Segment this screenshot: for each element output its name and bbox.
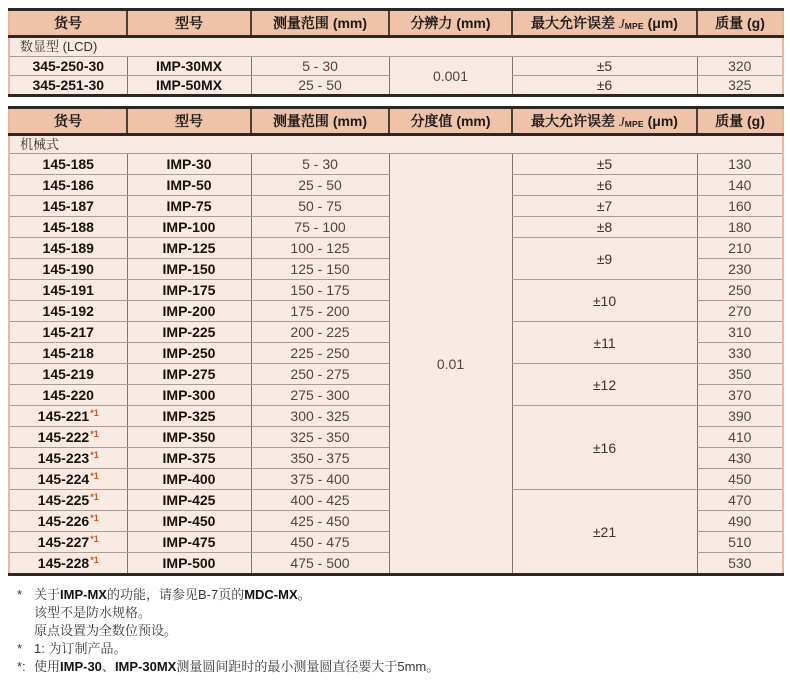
- range-cell: 150 - 175: [251, 280, 389, 301]
- digital-header-row: [9, 10, 783, 37]
- footnote-text: [34, 586, 311, 604]
- mass-cell: 130: [697, 154, 783, 175]
- mechanical-spec-table: [8, 106, 784, 576]
- footnote-segment: 、: [101, 659, 115, 674]
- model-cell: IMP-75: [127, 196, 251, 217]
- range-cell: 350 - 375: [251, 448, 389, 469]
- range-cell: 225 - 250: [251, 343, 389, 364]
- mass-cell: 470: [697, 490, 783, 511]
- part-number-cell: 145-217: [9, 322, 127, 343]
- part-number-cell: 145-225$^{*1}$: [9, 490, 127, 511]
- mass-cell: 350: [697, 364, 783, 385]
- col-header-part-no: 货号: [9, 10, 127, 37]
- model-cell: IMP-225: [127, 322, 251, 343]
- error-symbol-mpe: MPE: [624, 119, 644, 129]
- footnote-segment: 关于: [34, 587, 61, 602]
- col-header-range: 测量范围 (mm): [251, 10, 389, 37]
- range-cell: 25 - 50: [251, 175, 389, 196]
- mass-cell: 450: [697, 469, 783, 490]
- max-error-cell: ±6: [512, 76, 697, 96]
- max-error-cell: ±7: [512, 196, 697, 217]
- part-number-cell: 145-227$^{*1}$: [9, 532, 127, 553]
- col-header-part-no: 货号: [9, 108, 127, 135]
- mechanical-header-row: [9, 108, 783, 135]
- model-cell: IMP-125: [127, 238, 251, 259]
- footnotes: [8, 586, 782, 676]
- max-error-cell: ±5: [512, 57, 697, 76]
- part-number-cell: 145-187: [9, 196, 127, 217]
- merged-value-cell: 0.001: [389, 57, 512, 96]
- col-header-range: 测量范围 (mm): [251, 108, 389, 135]
- custom-order-superscript: *1: [90, 450, 99, 460]
- mass-cell: 510: [697, 532, 783, 553]
- mechanical-table-body: [9, 135, 783, 575]
- range-cell: 400 - 425: [251, 490, 389, 511]
- col-header-resolution: 分辨力 (mm): [389, 10, 512, 37]
- model-cell: IMP-200: [127, 301, 251, 322]
- range-cell: 450 - 475: [251, 532, 389, 553]
- custom-order-superscript: *1: [90, 429, 99, 439]
- footnote-line: [17, 640, 782, 658]
- model-cell: IMP-150: [127, 259, 251, 280]
- footnote-text: [34, 640, 126, 658]
- max-error-label: 最大允许误差: [531, 15, 619, 31]
- max-error-cell: ±11: [512, 322, 697, 364]
- mass-cell: 320: [697, 57, 783, 76]
- range-cell: 50 - 75: [251, 196, 389, 217]
- range-cell: 75 - 100: [251, 217, 389, 238]
- mass-cell: 330: [697, 343, 783, 364]
- footnote-bold-term: IMP-MX: [60, 587, 107, 602]
- part-number-cell: 345-250-30: [9, 57, 127, 76]
- digital-spec-table: [8, 8, 784, 97]
- footnote-segment: 使用: [34, 659, 61, 674]
- footnote-line: [17, 604, 782, 622]
- model-cell: IMP-450: [127, 511, 251, 532]
- model-cell: IMP-375: [127, 448, 251, 469]
- mass-cell: 490: [697, 511, 783, 532]
- table-row: [9, 154, 783, 175]
- footnote-text: [34, 658, 439, 676]
- footnote-segment: 。: [297, 587, 311, 602]
- error-unit-label: (μm): [643, 113, 678, 129]
- section-row: [9, 135, 783, 154]
- max-error-cell: ±6: [512, 175, 697, 196]
- footnote-segment: 的功能，请参见B-7页的: [106, 587, 245, 602]
- col-header-mass: 质量 (g): [697, 10, 783, 37]
- mass-cell: 210: [697, 238, 783, 259]
- mass-cell: 160: [697, 196, 783, 217]
- merged-value-cell: 0.01: [389, 154, 512, 575]
- model-cell: IMP-175: [127, 280, 251, 301]
- section-label: 机械式: [9, 135, 783, 154]
- footnote-segment: 测量圆间距时的最小测量圆直径要大于5mm。: [176, 659, 440, 674]
- mass-cell: 390: [697, 406, 783, 427]
- part-number-cell: 145-192: [9, 301, 127, 322]
- part-number-cell: 145-220: [9, 385, 127, 406]
- custom-order-superscript: *1: [90, 555, 99, 565]
- error-unit-label: (μm): [643, 15, 678, 31]
- range-cell: 100 - 125: [251, 238, 389, 259]
- max-error-cell: ±9: [512, 238, 697, 280]
- range-cell: 300 - 325: [251, 406, 389, 427]
- footnote-marker: [17, 622, 34, 640]
- mass-cell: 140: [697, 175, 783, 196]
- mass-cell: 310: [697, 322, 783, 343]
- part-number-cell: 145-218: [9, 343, 127, 364]
- col-header-max-error: [512, 108, 697, 135]
- model-cell: IMP-50: [127, 175, 251, 196]
- col-header-graduation: 分度值 (mm): [389, 108, 512, 135]
- footnote-marker: *:: [17, 659, 26, 674]
- part-number-cell: 145-224$^{*1}$: [9, 469, 127, 490]
- footnote-line: [17, 586, 782, 604]
- mass-cell: 270: [697, 301, 783, 322]
- part-number-cell: 145-188: [9, 217, 127, 238]
- section-row: [9, 37, 783, 57]
- model-cell: IMP-100: [127, 217, 251, 238]
- footnote-marker: [17, 604, 34, 622]
- model-cell: IMP-250: [127, 343, 251, 364]
- footnote-segment: 原点设置为全数位预设。: [34, 623, 178, 638]
- part-number-cell: 145-191: [9, 280, 127, 301]
- footnote-marker: *: [17, 587, 23, 602]
- error-symbol-mpe: MPE: [624, 21, 644, 31]
- part-number-cell: 145-186: [9, 175, 127, 196]
- model-cell: IMP-475: [127, 532, 251, 553]
- custom-order-superscript: *1: [90, 471, 99, 481]
- model-cell: IMP-350: [127, 427, 251, 448]
- mass-cell: 530: [697, 553, 783, 575]
- part-number-cell: 145-185: [9, 154, 127, 175]
- model-cell: IMP-275: [127, 364, 251, 385]
- model-cell: IMP-30: [127, 154, 251, 175]
- footnote-segment: 该型不是防水规格。: [34, 605, 152, 620]
- model-cell: IMP-50MX: [127, 76, 251, 96]
- range-cell: 275 - 300: [251, 385, 389, 406]
- error-symbol-j: J: [618, 16, 625, 31]
- range-cell: 175 - 200: [251, 301, 389, 322]
- part-number-cell: 145-221$^{*1}$: [9, 406, 127, 427]
- model-cell: IMP-425: [127, 490, 251, 511]
- max-error-cell: ±5: [512, 154, 697, 175]
- mass-cell: 430: [697, 448, 783, 469]
- col-header-model: 型号: [127, 108, 251, 135]
- part-number-cell: 345-251-30: [9, 76, 127, 96]
- range-cell: 5 - 30: [251, 57, 389, 76]
- part-number-cell: 145-228$^{*1}$: [9, 553, 127, 575]
- model-cell: IMP-300: [127, 385, 251, 406]
- max-error-label: 最大允许误差: [531, 113, 619, 129]
- footnote-line: [17, 658, 782, 676]
- footnote-marker: *: [17, 641, 23, 656]
- part-number-cell: 145-222$^{*1}$: [9, 427, 127, 448]
- range-cell: 125 - 150: [251, 259, 389, 280]
- digital-table-body: [9, 37, 783, 96]
- range-cell: 25 - 50: [251, 76, 389, 96]
- footnote-text: [34, 622, 177, 640]
- col-header-model: 型号: [127, 10, 251, 37]
- range-cell: 200 - 225: [251, 322, 389, 343]
- custom-order-superscript: *1: [90, 534, 99, 544]
- footnote-bold-term: MDC-MX: [244, 587, 298, 602]
- max-error-cell: ±10: [512, 280, 697, 322]
- col-header-max-error: [512, 10, 697, 37]
- range-cell: 425 - 450: [251, 511, 389, 532]
- footnote-segment: 1: 为订制产品。: [34, 641, 127, 656]
- range-cell: 325 - 350: [251, 427, 389, 448]
- footnote-bold-term: IMP-30: [60, 659, 102, 674]
- range-cell: 475 - 500: [251, 553, 389, 575]
- section-label: 数显型 (LCD): [9, 37, 783, 57]
- range-cell: 375 - 400: [251, 469, 389, 490]
- model-cell: IMP-500: [127, 553, 251, 575]
- model-cell: IMP-30MX: [127, 57, 251, 76]
- error-symbol-j: J: [618, 114, 625, 129]
- mass-cell: 325: [697, 76, 783, 96]
- mass-cell: 250: [697, 280, 783, 301]
- mass-cell: 410: [697, 427, 783, 448]
- footnote-line: [17, 622, 782, 640]
- part-number-cell: 145-190: [9, 259, 127, 280]
- custom-order-superscript: *1: [90, 492, 99, 502]
- part-number-cell: 145-189: [9, 238, 127, 259]
- model-cell: IMP-325: [127, 406, 251, 427]
- mass-cell: 180: [697, 217, 783, 238]
- part-number-cell: 145-219: [9, 364, 127, 385]
- model-cell: IMP-400: [127, 469, 251, 490]
- max-error-cell: ±21: [512, 490, 697, 575]
- custom-order-superscript: *1: [90, 408, 99, 418]
- footnote-text: [34, 604, 151, 622]
- mass-cell: 230: [697, 259, 783, 280]
- mass-cell: 370: [697, 385, 783, 406]
- part-number-cell: 145-226$^{*1}$: [9, 511, 127, 532]
- max-error-cell: ±12: [512, 364, 697, 406]
- max-error-cell: ±16: [512, 406, 697, 490]
- range-cell: 250 - 275: [251, 364, 389, 385]
- footnote-bold-term: IMP-30MX: [114, 659, 177, 674]
- table-row: [9, 57, 783, 76]
- max-error-cell: ±8: [512, 217, 697, 238]
- col-header-mass: 质量 (g): [697, 108, 783, 135]
- custom-order-superscript: *1: [90, 513, 99, 523]
- range-cell: 5 - 30: [251, 154, 389, 175]
- part-number-cell: 145-223$^{*1}$: [9, 448, 127, 469]
